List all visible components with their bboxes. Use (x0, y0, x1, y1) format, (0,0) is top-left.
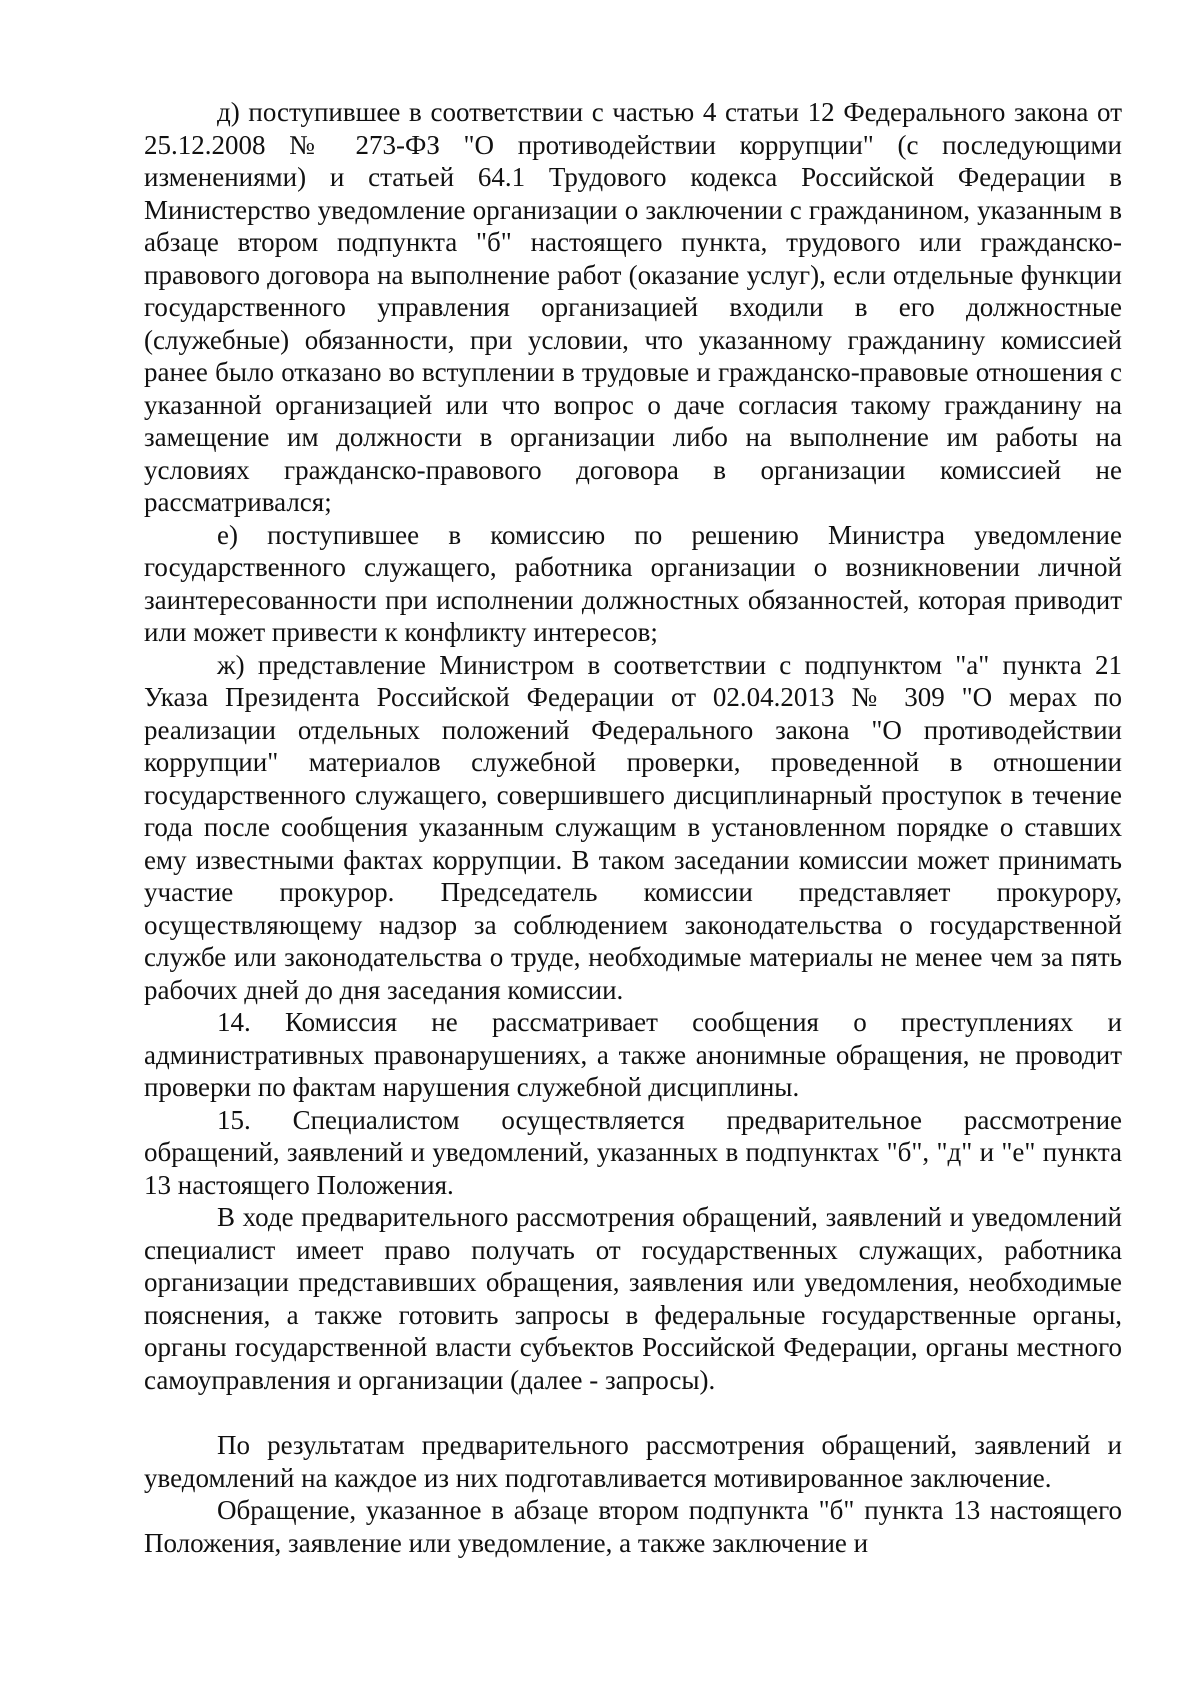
paragraph-preliminary-review: В ходе предварительного рассмотрения обращений, заявлений и уведомлений специалист имеет право получать от государственных служащих, работника организации представивших обращения, заявления или уведомления, необходимые пояснения, а также готовить запросы в федеральные государственные органы, органы государственной власти субъектов Российской Федерации, органы местного самоуправления и организации (далее - запросы). (144, 1202, 1122, 1395)
paragraph-subitem-e: е) поступившее в комиссию по решению Министра уведомление государственного служащего, работника организации о возникновении личной заинтересованности при исполнении должностных обязанностей, которая приводит или может привести к конфликту интересов; (144, 519, 1122, 647)
paragraph-subitem-zh: ж) представление Министром в соответствии с подпунктом "а" пункта 21 Указа Президента Российской Федерации от 02.04.2013 № 309 "О мерах по реализации отдельных положений Федерального закона "О противодействии коррупции" материалов служебной проверки, проведенной в отношении государственного служащего, совершившего дисциплинарный проступок в течение года после сообщения указанным служащим в установленном порядке о ставших ему известными фактах коррупции. В таком заседании комиссии может принимать участие прокурор. Председатель комиссии представляет прокурору, осуществляющему надзор за соблюдением законодательства о государственной службе или законодательства о труде, необходимые материалы не менее чем за пять рабочих дней до дня заседания комиссии. (144, 649, 1122, 1005)
paragraph-appeal: Обращение, указанное в абзаце втором подпункта "б" пункта 13 настоящего Положения, заявление или уведомление, а также заключение и (144, 1495, 1122, 1558)
blank-line (144, 1396, 1122, 1429)
paragraph-item-14: 14. Комиссия не рассматривает сообщения о преступлениях и административных правонарушениях, а также анонимные обращения, не проводит проверки по фактам нарушения служебной дисциплины. (144, 1007, 1122, 1102)
paragraph-item-15: 15. Специалистом осуществляется предварительное рассмотрение обращений, заявлений и уведомлений, указанных в подпунктах "б", "д" и "е" пункта 13 настоящего Положения. (144, 1104, 1122, 1200)
paragraph-subitem-d: д) поступившее в соответствии с частью 4 статьи 12 Федерального закона от 25.12.2008 № 273-ФЗ "О противодействии коррупции" (с последующими изменениями) и статьей 64.1 Трудового кодекса Российской Федерации в Министерство уведомление организации о заключении с гражданином, указанным в абзаце втором подпункта "б" настоящего пункта, трудового или гражданско-правового договора на выполнение работ (оказание услуг), если отдельные функции государственного управления организацией входили в его должностные (служебные) обязанности, при условии, что указанному гражданину комиссией ранее было отказано во вступлении в трудовые и гражданско-правовые отношения с указанной организацией или что вопрос о даче согласия такому гражданину на замещение им должности в организации либо на выполнение им работы на условиях гражданско-правового договора в организации комиссией не рассматривался; (144, 97, 1122, 517)
paragraph-conclusion: По результатам предварительного рассмотрения обращений, заявлений и уведомлений на каждое из них подготавливается мотивированное заключение. (144, 1430, 1122, 1493)
document-body (144, 96, 1122, 1559)
